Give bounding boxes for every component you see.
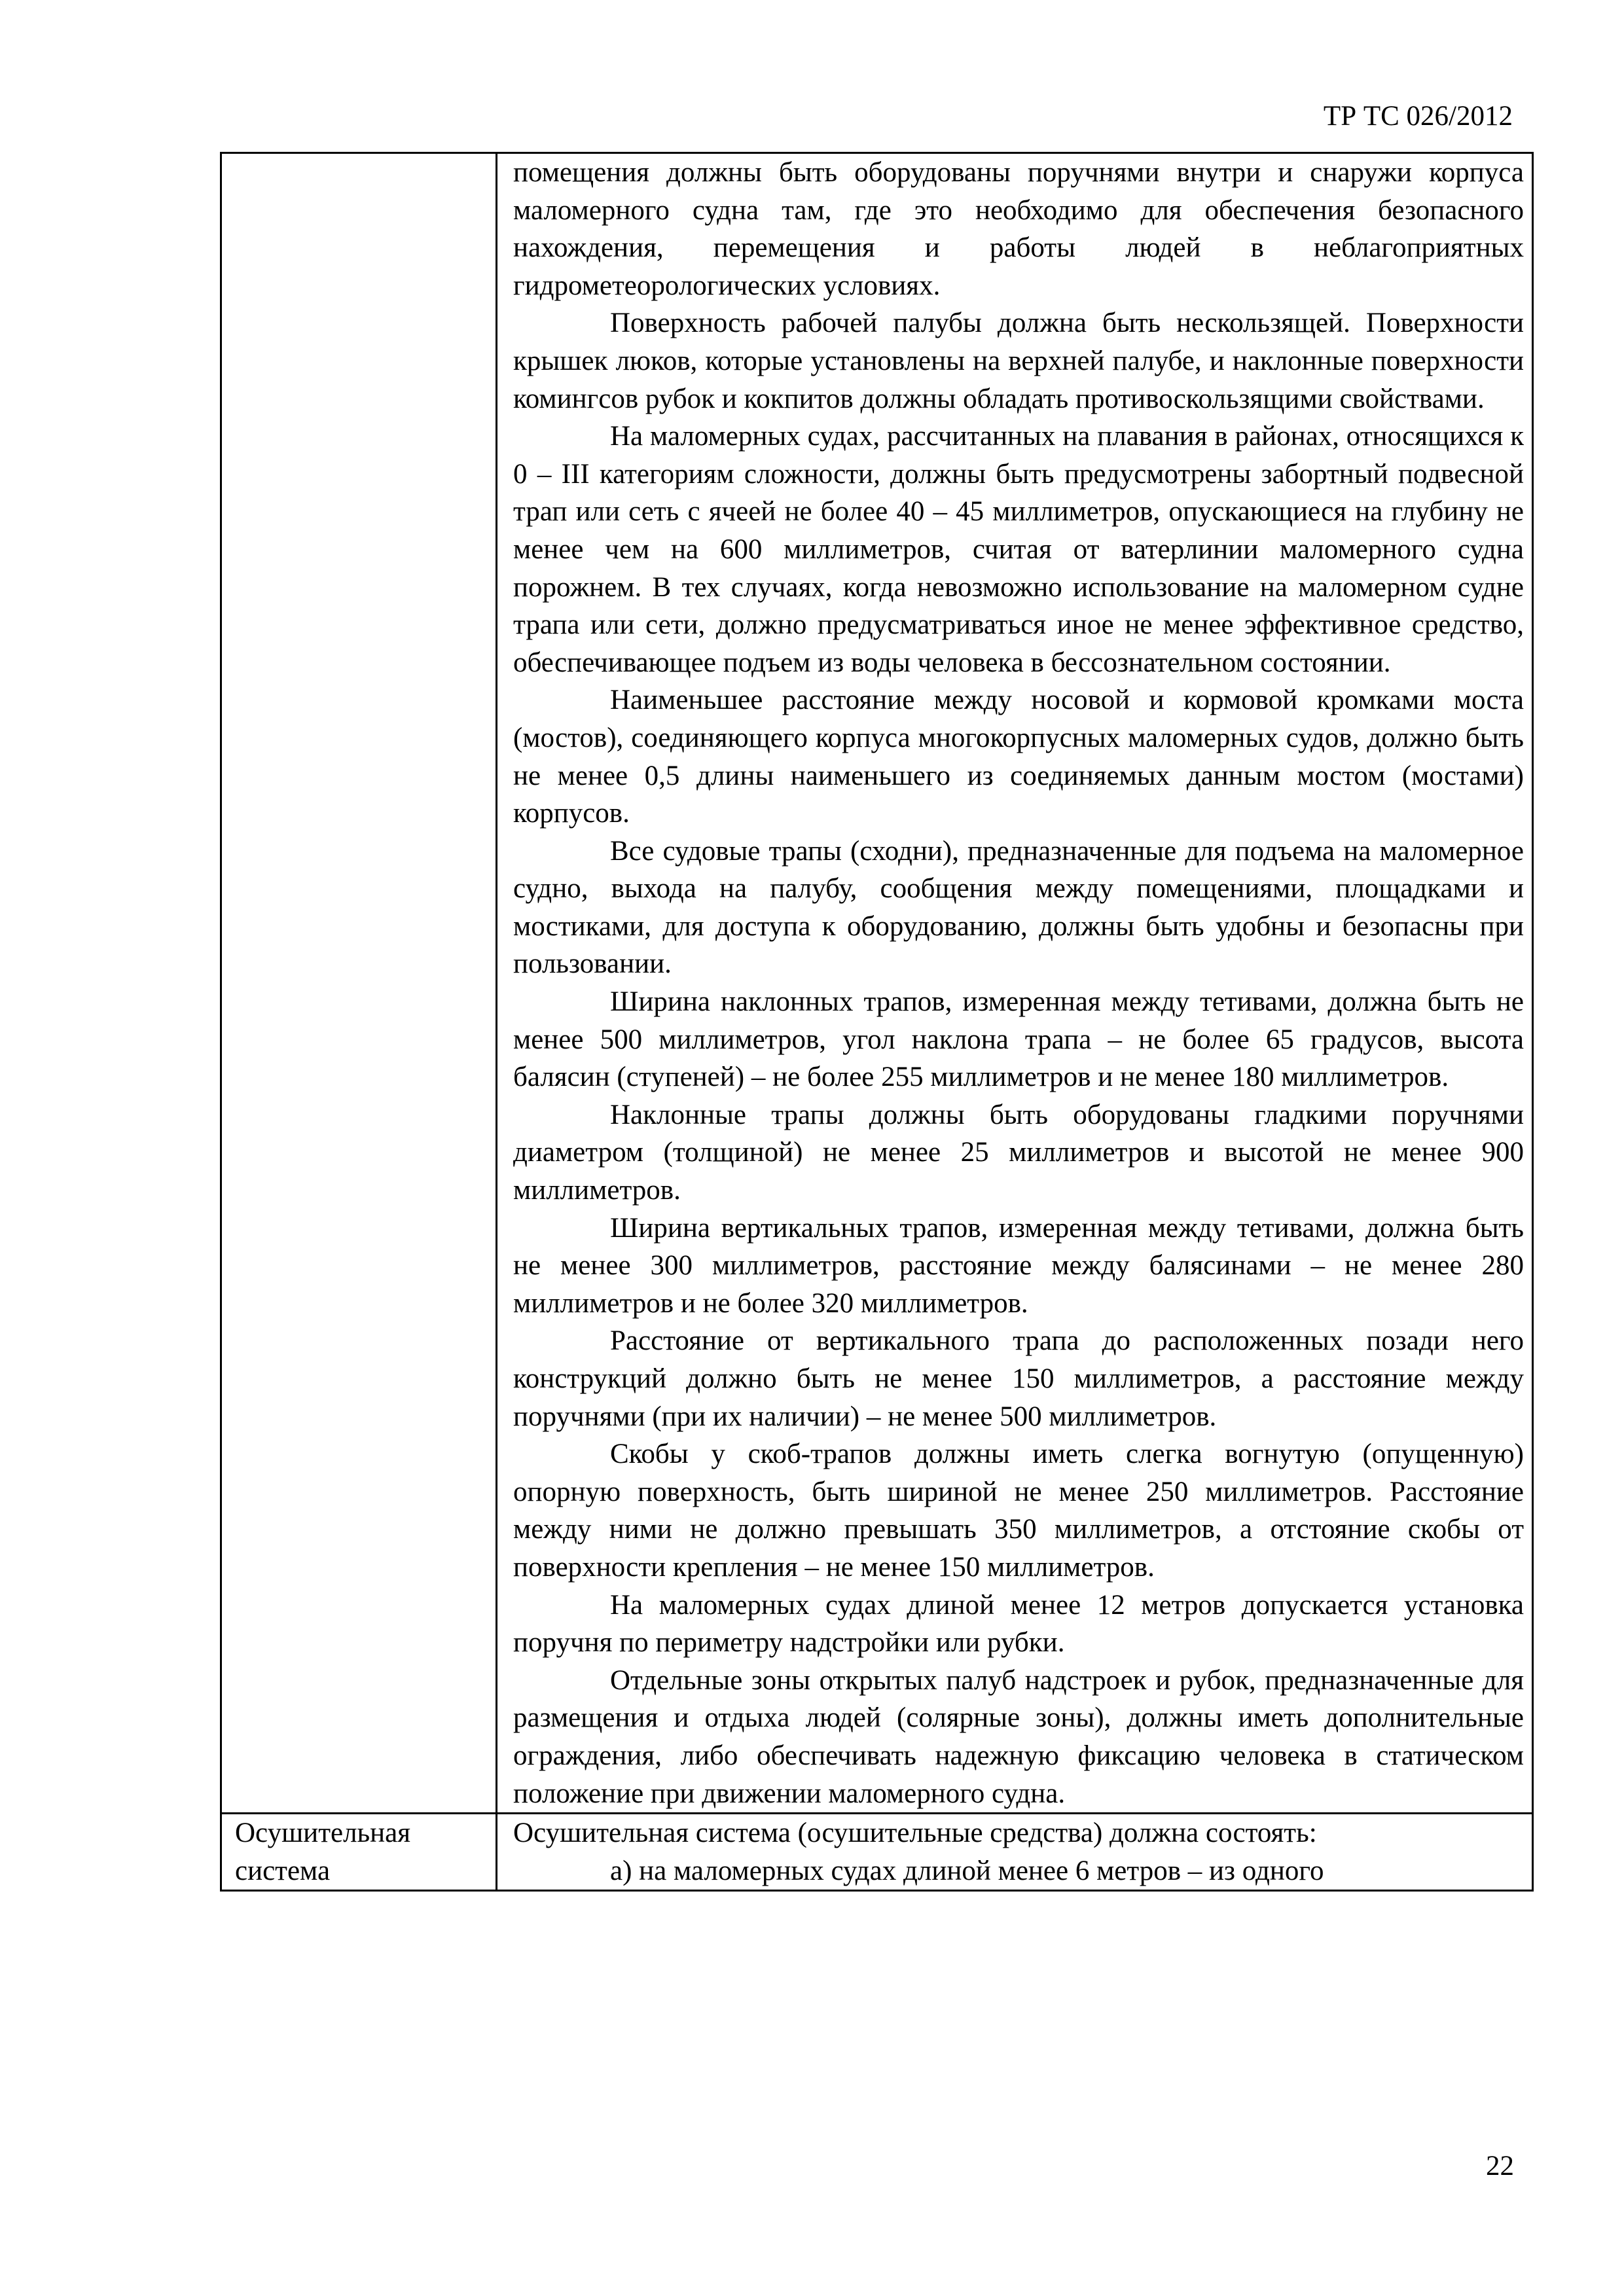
table-row	[221, 153, 1533, 1814]
paragraph-deck-surface: Поверхность рабочей палубы должна быть нескользящей. Поверхности крышек люков, которые установлены на верхней палубе, и наклонные поверхности комингсов рубок и кокпитов должны обладать противоскользящими свойствами.	[513, 308, 1524, 414]
row-text-cell	[497, 153, 1533, 1814]
paragraph-drainage-item-a: а) на маломерных судах длиной менее 6 метров – из одного	[610, 1855, 1324, 1886]
document-id-header: ТР ТС 026/2012	[1323, 101, 1513, 132]
paragraph-handrails: помещения должны быть оборудованы поручнями внутри и снаружи корпуса маломерного судна там, где это необходимо для обеспечения безопасного нахождения, перемещения и работы людей в неблагоприятных гидрометеорологических условиях.	[513, 157, 1524, 301]
paragraph-solar-zones: Отдельные зоны открытых палуб надстроек и рубок, предназначенные для размещения и отдыха людей (солярные зоны), должны иметь дополнительные ограждения, либо обеспечивать надежную фиксацию человека в статическом положение при движении маломерного судна.	[513, 1664, 1524, 1809]
row-text-cell	[497, 1814, 1533, 1891]
paragraph-vertical-ladder-clearance: Расстояние от вертикального трапа до расположенных позади него конструкций должно быть не менее 150 миллиметров, а расстояние между поручнями (при их наличии) – не менее 500 миллиметров.	[513, 1325, 1524, 1432]
paragraph-boarding-ladder: На маломерных судах, рассчитанных на плавания в районах, относящихся к 0 – III категориям сложности, должны быть предусмотрены забортный подвесной трап или сеть с ячеей не более 40 – 45 миллиметров, опускающиеся на глубину не менее чем на 600 миллиметров, считая от ватерлинии маломерного судна порожнем. В тех случаях, когда невозможно использование на маломерном судне трапа или сети, должно предусматриваться иное не менее эффективное средство, обеспечивающее подъем из воды человека в бессознательном состоянии.	[513, 421, 1524, 678]
row-label-cell	[221, 153, 497, 1814]
table-row	[221, 1814, 1533, 1891]
paragraph-ship-ladders: Все судовые трапы (сходни), предназначенные для подъема на маломерное судно, выхода на палубу, сообщения между помещениями, площадками и мостиками, для доступа к оборудованию, должны быть удобны и безопасны при пользовании.	[513, 835, 1524, 980]
row-label-cell: Осушительная система	[221, 1814, 497, 1891]
paragraph-bridge-distance: Наименьшее расстояние между носовой и кормовой кромками моста (мостов), соединяющего корпуса многокорпусных маломерных судов, должно быть не менее 0,5 длины наименьшего из соединяемых данным мостом (мостами) корпусов.	[513, 685, 1524, 829]
paragraph-handrail-perimeter: На маломерных судах длиной менее 12 метров допускается установка поручня по периметру надстройки или рубки.	[513, 1589, 1524, 1659]
paragraph-inclined-ladder-width: Ширина наклонных трапов, измеренная между тетивами, должна быть не менее 500 миллиметров, угол наклона трапа – не более 65 градусов, высота балясин (ступеней) – не более 255 миллиметров и не менее 180 миллиметров.	[513, 986, 1524, 1093]
paragraph-inclined-ladder-handrails: Наклонные трапы должны быть оборудованы гладкими поручнями диаметром (толщиной) не менее 25 миллиметров и высотой не менее 900 миллиметров.	[513, 1099, 1524, 1206]
paragraph-drainage-intro: Осушительная система (осушительные средства) должна состоять:	[513, 1818, 1317, 1849]
paragraph-rung-ladders: Скобы у скоб-трапов должны иметь слегка вогнутую (опущенную) опорную поверхность, быть шириной не менее 250 миллиметров. Расстояние между ними не должно превышать 350 миллиметров, а отстояние скобы от поверхности крепления – не менее 150 миллиметров.	[513, 1439, 1524, 1583]
requirements-table	[220, 152, 1534, 1892]
page-number: 22	[1486, 2151, 1514, 2181]
paragraph-vertical-ladder-width: Ширина вертикальных трапов, измеренная между тетивами, должна быть не менее 300 миллиметров, расстояние между балясинами – не менее 280 миллиметров и не более 320 миллиметров.	[513, 1212, 1524, 1319]
